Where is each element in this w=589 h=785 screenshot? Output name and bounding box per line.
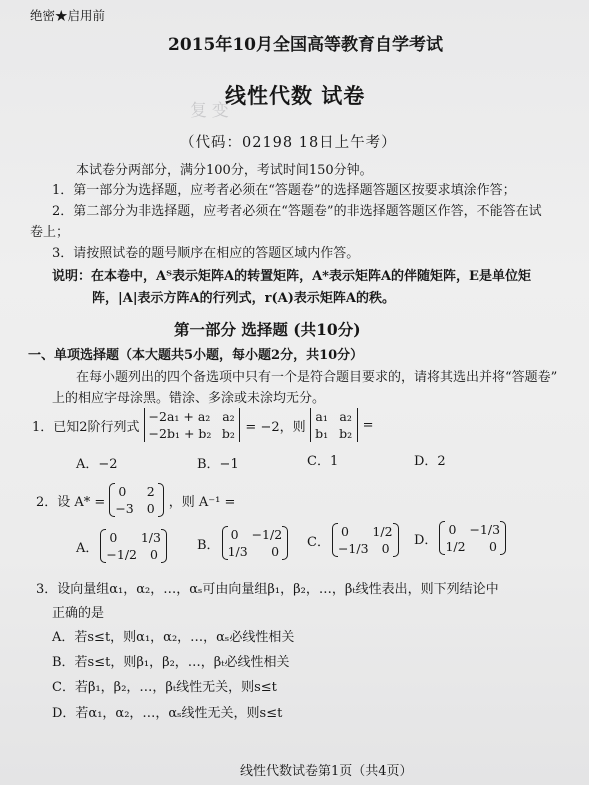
q2-m12: 2 — [146, 484, 155, 499]
q2-m22: 0 — [146, 501, 155, 516]
q3-stem-line-2: 正确的是 — [52, 606, 105, 621]
q2-m21: −3 — [115, 501, 134, 516]
q2-b-11: 0 — [230, 527, 239, 542]
q3-option-b: B．若s≤t，则β₁，β₂，…，βₜ必线性相关 — [52, 655, 290, 670]
q2-b-21: 1/3 — [227, 544, 248, 559]
q1-option-c: C．1 — [307, 454, 339, 469]
q3-option-c: C．若β₁，β₂，…，βₜ线性无关，则s≤t — [52, 680, 277, 695]
q3-option-d: D．若α₁，α₂，…，αₛ线性无关，则s≤t — [52, 706, 283, 721]
part1-heading: 第一部分 选择题 (共10分) — [174, 320, 361, 339]
section-heading: 一、单项选择题（本大题共5小题，每小题2分，共10分） — [28, 348, 364, 363]
q1-option-d: D．2 — [414, 454, 446, 469]
q2-option-a-label: A． — [76, 540, 99, 556]
q2-a-12: 1/3 — [140, 530, 161, 545]
q2-c-21: −1/3 — [337, 541, 369, 556]
intro-line-0: 本试卷分两部分，满分100分，考试时间150分钟。 — [76, 163, 373, 178]
q1-e22: b₂ — [339, 426, 353, 441]
intro-line-2a: 2．第二部分为非选择题，应考者必须在“答题卷”的非选择题答题区作答，不能答在试 — [52, 204, 542, 219]
q2-b-22: 0 — [271, 544, 280, 559]
q1-e11: a₁ — [315, 409, 328, 424]
q1-e12: a₂ — [339, 409, 352, 424]
q2-m11: 0 — [118, 484, 127, 499]
q1-prefix: 1．已知2阶行列式 — [32, 419, 140, 435]
q2-option-a — [76, 529, 169, 563]
q2-option-b — [197, 526, 290, 560]
q2-c-11: 0 — [340, 524, 349, 539]
q1-option-a: A．−2 — [76, 457, 118, 472]
q2-prefix: 2．设 A* = — [36, 494, 106, 510]
q2-a-22: 0 — [150, 547, 158, 562]
q2-d-21: 1/2 — [445, 539, 466, 554]
q2-d-22: 0 — [489, 539, 497, 554]
instruction-line-1: 在每小题列出的四个备选项中只有一个是符合题目要求的，请将其选出并将“答题卷” — [76, 370, 558, 385]
q2-option-c-matrix — [332, 523, 399, 557]
page-footer: 线性代数试卷第1页（共4页） — [240, 764, 413, 779]
intro-line-2b: 卷上； — [30, 225, 70, 240]
q2-d-11: 0 — [448, 522, 457, 537]
q1-d11: −2a₁ + a₂ — [148, 409, 211, 424]
intro-line-1: 1．第一部分为选择题，应考者必须在“答题卷”的选择题答题区按要求填涂作答； — [52, 183, 516, 198]
q2-d-12: −1/3 — [469, 522, 501, 537]
q2-option-c — [307, 523, 401, 557]
q2-option-b-label: B． — [197, 537, 220, 553]
exam-title: 2015年10月全国高等教育自学考试 — [168, 35, 443, 55]
q2-b-12: −1/2 — [251, 527, 283, 542]
q1-d12: a₂ — [222, 409, 235, 424]
q1-d21: −2b₁ + b₂ — [148, 426, 212, 441]
q2-a-11: 0 — [109, 530, 118, 545]
q2-a-21: −1/2 — [106, 547, 137, 562]
q2-option-a-matrix — [100, 529, 167, 563]
question-2 — [36, 483, 235, 517]
q1-suffix: = — [362, 417, 374, 433]
q3-stem-line-1: 3．设向量组α₁，α₂，…，αₛ可由向量组β₁，β₂，…，βₜ线性表出，则下列结论中 — [36, 582, 499, 597]
q2-matrix — [109, 483, 163, 517]
q1-option-b: B．−1 — [197, 457, 239, 472]
q1-d22: b₂ — [221, 426, 235, 441]
q2-option-d — [414, 521, 508, 555]
paper-title: 线性代数 试卷 — [225, 83, 366, 108]
code-line: （代码：02198 18日上午考） — [180, 135, 397, 151]
secret-mark: 绝密★启用前 — [30, 8, 106, 23]
note-line-1: 说明：在本卷中，Aᵀ表示矩阵A的转置矩阵，A*表示矩阵A的伴随矩阵，E是单位矩 — [52, 269, 531, 284]
q3-option-a: A．若s≤t，则α₁，α₂，…，αₛ必线性相关 — [52, 630, 295, 645]
intro-line-3: 3．请按照试卷的题号顺序在相应的答题区域内作答。 — [52, 246, 360, 261]
q1-mid: = −2，则 — [245, 419, 306, 435]
q2-option-b-matrix — [222, 526, 289, 560]
q2-option-d-label: D． — [414, 532, 438, 548]
q2-suffix: ，则 A⁻¹ = — [168, 494, 236, 510]
note-line-2: 阵，|A|表示方阵A的行列式，r(A)表示矩阵A的秩。 — [92, 291, 395, 306]
q2-c-12: 1/2 — [372, 524, 393, 539]
q2-option-c-label: C． — [307, 534, 330, 550]
q2-c-22: 0 — [381, 541, 390, 556]
q2-option-d-matrix — [439, 521, 506, 555]
bleed-through-mark: 复 变 — [190, 101, 229, 120]
instruction-line-2: 上的相应字母涂黑。错涂、多涂或未涂均无分。 — [52, 391, 326, 406]
q1-determinant — [144, 408, 241, 442]
q1-determinant-2 — [310, 408, 358, 442]
q1-e21: b₁ — [315, 426, 329, 441]
question-1 — [32, 408, 374, 442]
